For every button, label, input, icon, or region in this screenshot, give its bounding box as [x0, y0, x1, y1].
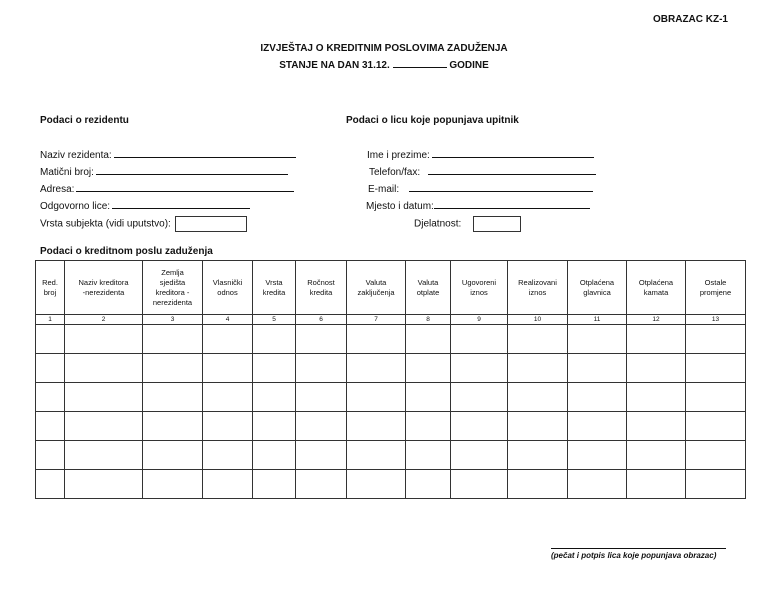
table-header-row	[36, 261, 746, 315]
table-cell[interactable]	[203, 383, 253, 412]
table-cell[interactable]	[686, 354, 746, 383]
activity-box[interactable]	[473, 216, 521, 232]
table-cell[interactable]	[627, 412, 686, 441]
table-cell[interactable]	[568, 354, 627, 383]
address-label: Adresa:	[40, 184, 75, 195]
table-cell[interactable]	[65, 412, 143, 441]
table-cell[interactable]	[627, 383, 686, 412]
table-cell[interactable]	[568, 325, 627, 354]
table-cell[interactable]	[406, 354, 451, 383]
responsible-person-field[interactable]	[40, 199, 250, 212]
full-name-line[interactable]	[432, 148, 594, 158]
table-cell[interactable]	[143, 470, 203, 499]
table-cell[interactable]	[568, 470, 627, 499]
place-date-line[interactable]	[434, 199, 590, 209]
filler-heading: Podaci o licu koje popunjava upitnik	[346, 115, 519, 126]
table-cell[interactable]	[296, 441, 347, 470]
subject-type-field[interactable]	[40, 216, 247, 232]
col-header: Realizovani iznos	[508, 261, 568, 315]
full-name-label: Ime i prezime:	[367, 150, 430, 161]
table-cell[interactable]	[36, 412, 65, 441]
table-row	[36, 354, 746, 383]
col-header: Naziv kreditora -nerezidenta	[65, 261, 143, 315]
column-number-row	[36, 315, 746, 325]
table-cell[interactable]	[451, 441, 508, 470]
table-cell[interactable]	[451, 470, 508, 499]
table-cell[interactable]	[686, 383, 746, 412]
table-row	[36, 383, 746, 412]
table-cell[interactable]	[406, 441, 451, 470]
full-name-field[interactable]	[367, 148, 594, 161]
table-cell[interactable]	[143, 325, 203, 354]
table-cell[interactable]	[253, 470, 296, 499]
col-number: 6	[296, 315, 347, 325]
resident-heading: Podaci o rezidentu	[40, 115, 129, 126]
table-cell[interactable]	[203, 354, 253, 383]
table-cell[interactable]	[253, 383, 296, 412]
responsible-person-line[interactable]	[112, 199, 250, 209]
col-number: 5	[253, 315, 296, 325]
table-cell[interactable]	[296, 470, 347, 499]
signature-line[interactable]	[551, 548, 726, 549]
signature-caption: (pečat i potpis lica koje popunjava obrazac)	[551, 551, 717, 560]
table-cell[interactable]	[296, 383, 347, 412]
table-cell[interactable]	[686, 412, 746, 441]
report-date-line	[0, 58, 768, 71]
email-label: E-mail:	[368, 184, 400, 195]
table-cell[interactable]	[406, 383, 451, 412]
table-row	[36, 470, 746, 499]
table-cell[interactable]	[406, 470, 451, 499]
table-cell[interactable]	[568, 441, 627, 470]
table-cell[interactable]	[627, 354, 686, 383]
table-cell[interactable]	[451, 325, 508, 354]
col-header: Ugovoreni iznos	[451, 261, 508, 315]
reg-number-label: Matični broj:	[40, 167, 94, 178]
reg-number-line[interactable]	[96, 165, 288, 175]
table-cell[interactable]	[406, 412, 451, 441]
phone-fax-line[interactable]	[428, 165, 596, 175]
table-row	[36, 441, 746, 470]
table-cell[interactable]	[65, 441, 143, 470]
place-date-field[interactable]	[366, 199, 590, 212]
table-cell[interactable]	[253, 412, 296, 441]
activity-field[interactable]	[414, 216, 521, 232]
table-cell[interactable]	[508, 383, 568, 412]
col-header: Otplaćena kamata	[627, 261, 686, 315]
subject-type-label: Vrsta subjekta (vidi uputstvo):	[40, 218, 171, 230]
table-cell[interactable]	[143, 412, 203, 441]
col-number: 11	[568, 315, 627, 325]
col-header: Ostale promjene	[686, 261, 746, 315]
table-cell[interactable]	[36, 470, 65, 499]
table-cell[interactable]	[143, 441, 203, 470]
form-code: OBRAZAC KZ-1	[653, 14, 728, 25]
table-cell[interactable]	[347, 412, 406, 441]
table-cell[interactable]	[686, 325, 746, 354]
table-cell[interactable]	[253, 354, 296, 383]
col-number: 12	[627, 315, 686, 325]
table-cell[interactable]	[627, 441, 686, 470]
table-cell[interactable]	[686, 470, 746, 499]
table-cell[interactable]	[253, 441, 296, 470]
table-cell[interactable]	[508, 412, 568, 441]
col-number: 7	[347, 315, 406, 325]
col-header: Otplaćena glavnica	[568, 261, 627, 315]
table-cell[interactable]	[508, 325, 568, 354]
col-header: Red. broj	[36, 261, 65, 315]
table-cell[interactable]	[347, 383, 406, 412]
year-blank[interactable]	[393, 58, 447, 68]
resident-name-field[interactable]	[40, 148, 296, 161]
table-cell[interactable]	[627, 325, 686, 354]
credit-table	[35, 260, 746, 499]
col-number: 1	[36, 315, 65, 325]
col-number: 4	[203, 315, 253, 325]
address-field[interactable]	[40, 182, 294, 195]
table-cell[interactable]	[296, 412, 347, 441]
col-header: Valuta otplate	[406, 261, 451, 315]
email-field[interactable]	[368, 182, 593, 195]
table-cell[interactable]	[451, 383, 508, 412]
table-cell[interactable]	[347, 470, 406, 499]
table-cell[interactable]	[203, 325, 253, 354]
phone-fax-field[interactable]	[369, 165, 596, 178]
col-number: 9	[451, 315, 508, 325]
address-line[interactable]	[76, 182, 294, 192]
table-cell[interactable]	[451, 412, 508, 441]
table-cell[interactable]	[203, 470, 253, 499]
resident-name-line[interactable]	[114, 148, 296, 158]
table-cell[interactable]	[347, 441, 406, 470]
col-header: Valuta zaključenja	[347, 261, 406, 315]
table-cell[interactable]	[296, 354, 347, 383]
table-cell[interactable]	[65, 383, 143, 412]
table-row	[36, 325, 746, 354]
table-cell[interactable]	[508, 441, 568, 470]
col-number: 2	[65, 315, 143, 325]
table-cell[interactable]	[143, 354, 203, 383]
table-heading: Podaci o kreditnom poslu zaduženja	[40, 246, 213, 257]
table-cell[interactable]	[451, 354, 508, 383]
table-cell[interactable]	[686, 441, 746, 470]
date-prefix: STANJE NA DAN 31.12.	[279, 60, 390, 71]
table-cell[interactable]	[203, 441, 253, 470]
resident-name-label: Naziv rezidenta:	[40, 150, 112, 161]
report-title: IZVJEŠTAJ O KREDITNIM POSLOVIMA ZADUŽENJA	[260, 43, 508, 54]
table-cell[interactable]	[347, 354, 406, 383]
col-header: Ročnost kredita	[296, 261, 347, 315]
email-line[interactable]	[409, 182, 593, 192]
col-number: 8	[406, 315, 451, 325]
table-cell[interactable]	[65, 325, 143, 354]
col-number: 3	[143, 315, 203, 325]
table-cell[interactable]	[568, 412, 627, 441]
table-cell[interactable]	[508, 354, 568, 383]
activity-label: Djelatnost:	[414, 218, 462, 230]
table-cell[interactable]	[143, 383, 203, 412]
table-cell[interactable]	[296, 325, 347, 354]
col-number: 10	[508, 315, 568, 325]
table-cell[interactable]	[627, 470, 686, 499]
table-cell[interactable]	[36, 354, 65, 383]
place-date-label: Mjesto i datum:	[366, 201, 434, 212]
subject-type-box[interactable]	[175, 216, 247, 232]
table-cell[interactable]	[36, 383, 65, 412]
col-header: Zemlja sjedišta kreditora - nerezidenta	[143, 261, 203, 315]
table-cell[interactable]	[253, 325, 296, 354]
col-number: 13	[686, 315, 746, 325]
table-cell[interactable]	[65, 470, 143, 499]
table-cell[interactable]	[36, 441, 65, 470]
col-header: Vrsta kredita	[253, 261, 296, 315]
table-cell[interactable]	[508, 470, 568, 499]
table-cell[interactable]	[406, 325, 451, 354]
table-row	[36, 412, 746, 441]
phone-fax-label: Telefon/fax:	[369, 167, 421, 178]
table-cell[interactable]	[65, 354, 143, 383]
col-header: Vlasnički odnos	[203, 261, 253, 315]
table-cell[interactable]	[568, 383, 627, 412]
date-suffix: GODINE	[449, 60, 489, 71]
table-cell[interactable]	[36, 325, 65, 354]
table-cell[interactable]	[347, 325, 406, 354]
table-cell[interactable]	[203, 412, 253, 441]
responsible-person-label: Odgovorno lice:	[40, 201, 111, 212]
reg-number-field[interactable]	[40, 165, 288, 178]
